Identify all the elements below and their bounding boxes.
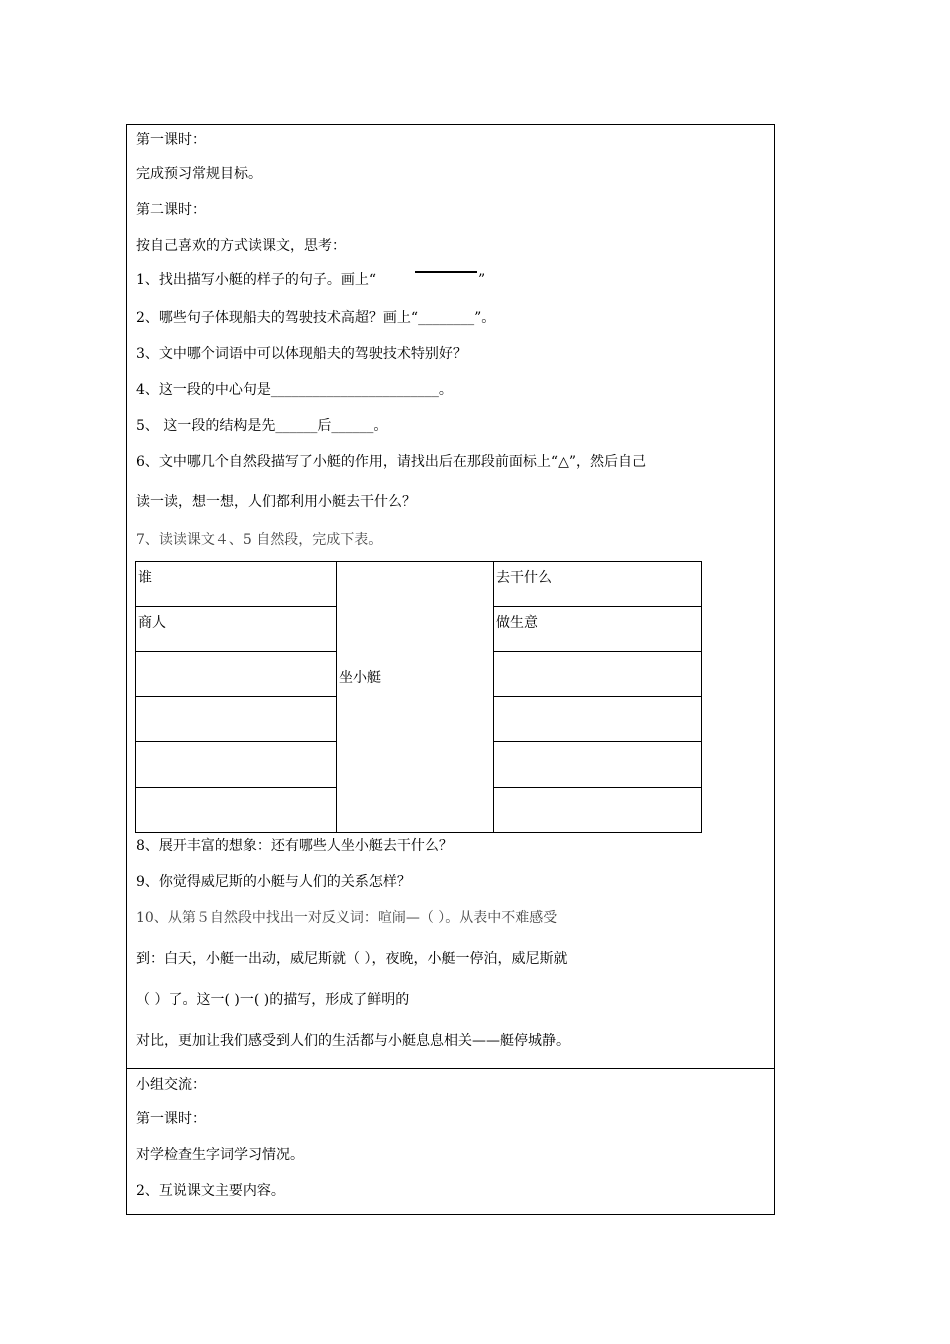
text-line: 2、哪些句子体现船夫的驾驶技术高超？画上“________”。 [136,310,496,326]
text-line: 按自己喜欢的方式读课文，思考： [136,238,346,254]
text-line: 第一课时： [136,1111,206,1127]
table-cell-empty [493,741,702,788]
text-line: 4、这一段的中心句是________________________。 [136,382,453,398]
table-cell-empty [493,787,702,833]
table-cell-empty [493,696,702,742]
cell-merchant: 商人 [138,615,166,631]
text-line: 6、文中哪几个自然段描写了小艇的作用，请找出后在那段前面标上“△”，然后自己 [136,454,646,470]
table-cell-empty [135,741,337,788]
text-line: 对比，更加让我们感受到人们的生活都与小艇息息相关——艇停城静。 [136,1033,570,1049]
underline-sample [415,271,477,273]
table-cell [135,561,337,607]
table-cell [493,606,702,652]
text-line: ” [478,272,486,288]
table-cell-empty [135,696,337,742]
cell-ride-boat: 坐小艇 [339,670,381,686]
text-line: 5、 这一段的结构是先______后______。 [136,418,388,434]
text-line: 读一读，想一想，人们都利用小艇去干什么？ [136,494,416,510]
col-header-purpose: 去干什么 [496,570,552,586]
text-line: 对学检查生字词学习情况。 [136,1147,304,1163]
text-line: 9、你觉得威尼斯的小艇与人们的关系怎样？ [136,874,411,890]
table-cell-empty [135,651,337,697]
text-line: 第一课时： [136,132,206,148]
section-divider [126,1068,775,1069]
table-cell-empty [493,651,702,697]
col-header-who: 谁 [138,570,152,586]
text-line: 8、展开丰富的想象：还有哪些人坐小艇去干什么？ [136,838,453,854]
cell-business: 做生意 [496,615,538,631]
text-line: 2、互说课文主要内容。 [136,1183,285,1199]
text-line: 3、文中哪个词语中可以体现船夫的驾驶技术特别好？ [136,346,467,362]
table-cell [135,606,337,652]
text-line: 到：白天，小艇一出动，威尼斯就（ ），夜晚，小艇一停泊，威尼斯就 [136,951,568,967]
text-line: 第二课时： [136,202,206,218]
text-line: 1、找出描写小艇的样子的句子。画上“ [136,272,377,288]
text-line: 完成预习常规目标。 [136,166,262,182]
text-line: （ ）了。这一( )一( )的描写，形成了鲜明的 [136,992,410,1008]
table-cell-merged [336,561,494,833]
text-line: 小组交流： [136,1077,206,1093]
table-cell [493,561,702,607]
text-line: 10、从第５自然段中找出一对反义词：喧闹—（ ）。从表中不难感受 [136,910,558,926]
text-line: 7、读读课文４、5 自然段，完成下表。 [136,532,383,548]
table-cell-empty [135,787,337,833]
